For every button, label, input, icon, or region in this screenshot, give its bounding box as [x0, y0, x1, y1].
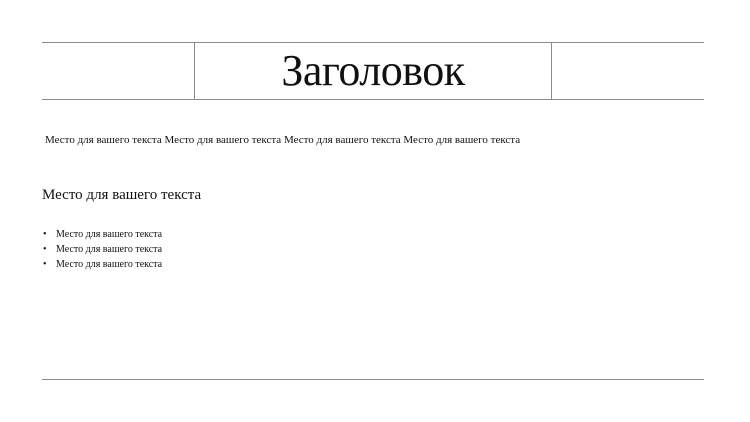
- bullet-text: Место для вашего текста: [56, 244, 163, 255]
- subheading[interactable]: Место для вашего текста: [42, 187, 202, 203]
- bullet-icon: •: [43, 259, 47, 270]
- bullet-text: Место для вашего текста: [56, 229, 163, 240]
- title-box[interactable]: [195, 43, 551, 99]
- bullet-list[interactable]: [42, 227, 162, 272]
- bullet-item: [42, 242, 162, 257]
- body-paragraph[interactable]: Место для вашего текста Место для вашего текста Место для вашего текста Место для вашего текста: [45, 134, 521, 146]
- bottom-divider: [42, 379, 704, 380]
- bullet-item: [42, 227, 162, 242]
- slide-title: Заголовок: [281, 46, 465, 95]
- bullet-item: [42, 257, 162, 272]
- title-right-divider: [551, 42, 552, 100]
- title-bottom-divider: [42, 99, 704, 100]
- bullet-icon: •: [43, 229, 47, 240]
- bullet-text: Место для вашего текста: [56, 259, 163, 270]
- bullet-icon: •: [43, 244, 47, 255]
